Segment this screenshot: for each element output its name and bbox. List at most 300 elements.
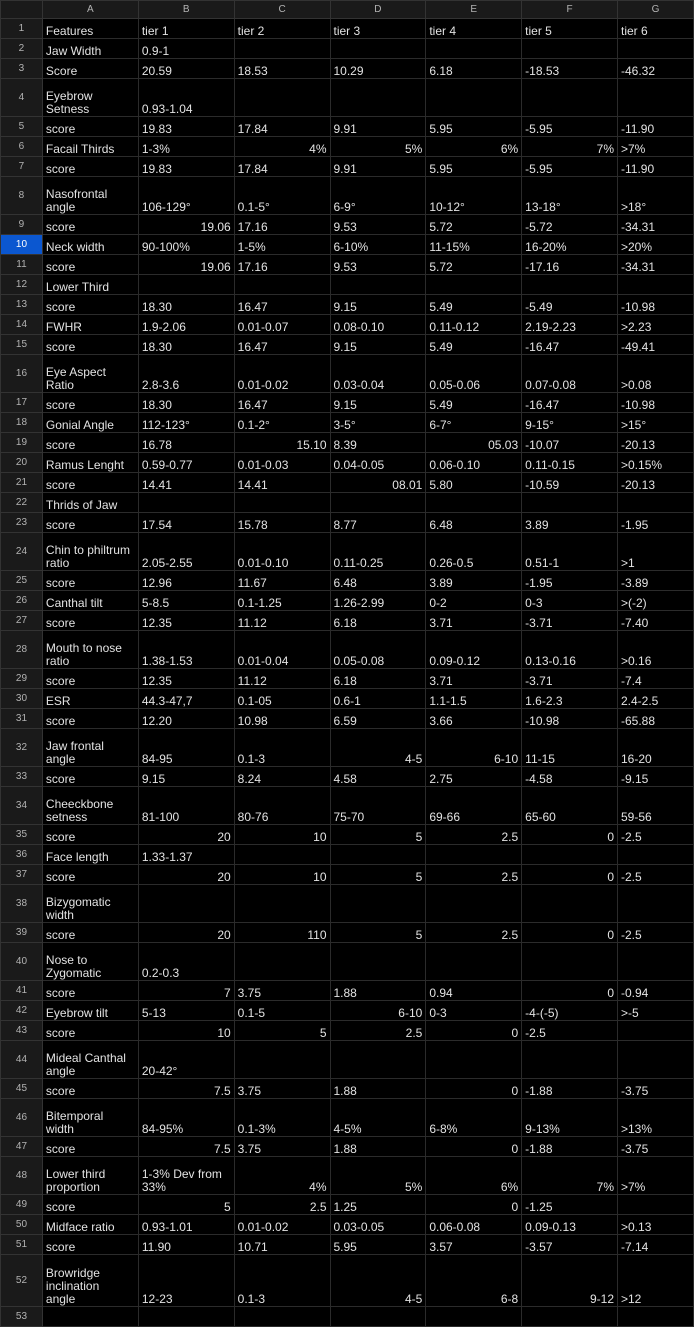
cell-tier-4[interactable]: 6-7° <box>426 413 522 433</box>
row-header-30[interactable]: 30 <box>1 689 43 709</box>
cell-tier-4[interactable]: 3.71 <box>426 669 522 689</box>
cell-tier-3[interactable]: 8.77 <box>330 513 426 533</box>
cell-tier-2[interactable]: 1-5% <box>234 235 330 255</box>
cell-features[interactable]: Features <box>42 19 138 39</box>
cell-tier-5[interactable]: -5.95 <box>522 157 618 177</box>
cell-tier-1[interactable]: 1-3% Dev from 33% <box>138 1157 234 1195</box>
row-header-6[interactable]: 6 <box>1 137 43 157</box>
cell-tier-5[interactable]: 0 <box>522 825 618 845</box>
cell-tier-1[interactable]: tier 1 <box>138 19 234 39</box>
row-header-5[interactable]: 5 <box>1 117 43 137</box>
cell-tier-1[interactable]: 20 <box>138 825 234 845</box>
row-header-8[interactable]: 8 <box>1 177 43 215</box>
cell-tier-3[interactable]: 0.08-0.10 <box>330 315 426 335</box>
cell-tier-6[interactable]: -7.14 <box>618 1235 694 1255</box>
cell-tier-6[interactable]: -20.13 <box>618 473 694 493</box>
cell-tier-4[interactable]: 5.80 <box>426 473 522 493</box>
cell-tier-2[interactable]: 3.75 <box>234 1079 330 1099</box>
cell-tier-6[interactable]: -9.15 <box>618 767 694 787</box>
cell-tier-1[interactable]: 5-8.5 <box>138 591 234 611</box>
row-header-41[interactable]: 41 <box>1 981 43 1001</box>
cell-tier-2[interactable]: 0.1-5 <box>234 1001 330 1021</box>
cell-tier-6[interactable]: >7% <box>618 137 694 157</box>
cell-features[interactable]: score <box>42 981 138 1001</box>
cell-tier-5[interactable]: 65-60 <box>522 787 618 825</box>
cell-tier-6[interactable]: >13% <box>618 1099 694 1137</box>
cell-features[interactable]: Bizygomatic width <box>42 885 138 923</box>
cell-features[interactable]: Nose to Zygomatic <box>42 943 138 981</box>
cell-tier-3[interactable]: 6-9° <box>330 177 426 215</box>
cell-tier-3[interactable] <box>330 39 426 59</box>
cell-features[interactable]: score <box>42 825 138 845</box>
cell-tier-1[interactable]: 7 <box>138 981 234 1001</box>
cell-tier-1[interactable] <box>138 275 234 295</box>
cell-tier-2[interactable]: tier 2 <box>234 19 330 39</box>
cell-tier-5[interactable]: 0 <box>522 981 618 1001</box>
cell-tier-2[interactable] <box>234 79 330 117</box>
cell-tier-4[interactable]: 5.72 <box>426 255 522 275</box>
cell-tier-4[interactable]: 5.72 <box>426 215 522 235</box>
cell-tier-1[interactable]: 112-123° <box>138 413 234 433</box>
cell-tier-5[interactable]: tier 5 <box>522 19 618 39</box>
cell-tier-6[interactable]: -7.40 <box>618 611 694 631</box>
cell-tier-1[interactable]: 12.20 <box>138 709 234 729</box>
cell-tier-3[interactable]: 9.91 <box>330 157 426 177</box>
row-header-44[interactable]: 44 <box>1 1041 43 1079</box>
cell-tier-4[interactable]: 3.57 <box>426 1235 522 1255</box>
cell-tier-4[interactable] <box>426 79 522 117</box>
cell-tier-4[interactable]: 0.06-0.08 <box>426 1215 522 1235</box>
column-header-d[interactable]: D <box>330 1 426 19</box>
cell-features[interactable]: Bitemporal width <box>42 1099 138 1137</box>
cell-tier-4[interactable]: 6% <box>426 1157 522 1195</box>
cell-tier-4[interactable] <box>426 493 522 513</box>
cell-tier-4[interactable]: 5.49 <box>426 295 522 315</box>
row-header-13[interactable]: 13 <box>1 295 43 315</box>
cell-tier-3[interactable]: 4-5 <box>330 1255 426 1307</box>
cell-features[interactable]: score <box>42 865 138 885</box>
cell-tier-3[interactable]: 6.59 <box>330 709 426 729</box>
cell-features[interactable]: Lower Third <box>42 275 138 295</box>
cell-tier-3[interactable]: 2.5 <box>330 1021 426 1041</box>
cell-tier-5[interactable]: 16-20% <box>522 235 618 255</box>
cell-tier-2[interactable]: 0.1-5° <box>234 177 330 215</box>
row-header-7[interactable]: 7 <box>1 157 43 177</box>
cell-tier-5[interactable]: 7% <box>522 137 618 157</box>
cell-tier-1[interactable]: 20 <box>138 923 234 943</box>
row-header-10[interactable]: 10 <box>1 235 43 255</box>
cell-features[interactable]: score <box>42 393 138 413</box>
cell-tier-5[interactable]: -1.25 <box>522 1195 618 1215</box>
cell-tier-6[interactable]: 59-56 <box>618 787 694 825</box>
cell-tier-4[interactable]: 0 <box>426 1137 522 1157</box>
cell-tier-3[interactable] <box>330 493 426 513</box>
row-header-3[interactable]: 3 <box>1 59 43 79</box>
cell-tier-6[interactable] <box>618 1041 694 1079</box>
cell-tier-1[interactable]: 12-23 <box>138 1255 234 1307</box>
cell-tier-4[interactable]: 0-3 <box>426 1001 522 1021</box>
cell-tier-1[interactable]: 7.5 <box>138 1079 234 1099</box>
cell-tier-5[interactable]: -5.49 <box>522 295 618 315</box>
cell-tier-4[interactable]: 11-15% <box>426 235 522 255</box>
cell-tier-6[interactable]: -0.94 <box>618 981 694 1001</box>
cell-tier-5[interactable]: -5.72 <box>522 215 618 235</box>
cell-features[interactable]: Facail Thirds <box>42 137 138 157</box>
cell-tier-5[interactable]: 0.11-0.15 <box>522 453 618 473</box>
cell-tier-5[interactable] <box>522 845 618 865</box>
cell-tier-6[interactable]: 16-20 <box>618 729 694 767</box>
column-header-g[interactable]: G <box>618 1 694 19</box>
cell-tier-6[interactable]: -65.88 <box>618 709 694 729</box>
cell-tier-4[interactable]: 05.03 <box>426 433 522 453</box>
cell-tier-6[interactable]: >12 <box>618 1255 694 1307</box>
row-header-52[interactable]: 52 <box>1 1255 43 1307</box>
row-header-17[interactable]: 17 <box>1 393 43 413</box>
cell-tier-2[interactable] <box>234 275 330 295</box>
cell-tier-1[interactable]: 19.06 <box>138 255 234 275</box>
cell-tier-2[interactable]: 11.67 <box>234 571 330 591</box>
cell-tier-3[interactable]: 0.03-0.04 <box>330 355 426 393</box>
row-header-24[interactable]: 24 <box>1 533 43 571</box>
cell-tier-1[interactable]: 0.93-1.01 <box>138 1215 234 1235</box>
cell-tier-3[interactable]: 6.18 <box>330 611 426 631</box>
cell-features[interactable]: Midface ratio <box>42 1215 138 1235</box>
cell-features[interactable]: score <box>42 295 138 315</box>
cell-tier-5[interactable]: -3.71 <box>522 611 618 631</box>
cell-tier-3[interactable]: 0.03-0.05 <box>330 1215 426 1235</box>
cell-tier-1[interactable]: 0.2-0.3 <box>138 943 234 981</box>
cell-tier-4[interactable]: 6-8% <box>426 1099 522 1137</box>
cell-tier-2[interactable] <box>234 39 330 59</box>
cell-features[interactable]: score <box>42 1137 138 1157</box>
cell-tier-4[interactable]: 0.09-0.12 <box>426 631 522 669</box>
cell-tier-4[interactable] <box>426 845 522 865</box>
cell-tier-5[interactable]: 9-15° <box>522 413 618 433</box>
cell-tier-4[interactable]: 6-8 <box>426 1255 522 1307</box>
cell-tier-4[interactable]: 5.95 <box>426 117 522 137</box>
row-header-26[interactable]: 26 <box>1 591 43 611</box>
cell-tier-2[interactable]: 10 <box>234 825 330 845</box>
cell-features[interactable]: Lower third proportion <box>42 1157 138 1195</box>
cell-tier-5[interactable]: -3.71 <box>522 669 618 689</box>
cell-tier-6[interactable]: -34.31 <box>618 255 694 275</box>
cell-tier-5[interactable] <box>522 1041 618 1079</box>
cell-tier-2[interactable]: 8.24 <box>234 767 330 787</box>
cell-tier-4[interactable]: 6.18 <box>426 59 522 79</box>
cell-tier-3[interactable]: tier 3 <box>330 19 426 39</box>
cell-tier-6[interactable] <box>618 1307 694 1327</box>
cell-tier-2[interactable]: 17.16 <box>234 215 330 235</box>
cell-tier-3[interactable]: 4.58 <box>330 767 426 787</box>
cell-tier-5[interactable] <box>522 885 618 923</box>
cell-features[interactable]: Mouth to nose ratio <box>42 631 138 669</box>
cell-tier-2[interactable]: 3.75 <box>234 981 330 1001</box>
cell-tier-4[interactable]: 6% <box>426 137 522 157</box>
cell-tier-4[interactable]: 0 <box>426 1195 522 1215</box>
cell-features[interactable]: score <box>42 117 138 137</box>
cell-tier-2[interactable]: 18.53 <box>234 59 330 79</box>
cell-tier-3[interactable]: 0.05-0.08 <box>330 631 426 669</box>
cell-features[interactable]: Jaw Width <box>42 39 138 59</box>
cell-tier-1[interactable]: 0.59-0.77 <box>138 453 234 473</box>
cell-tier-4[interactable]: 2.5 <box>426 865 522 885</box>
cell-tier-4[interactable]: 5.95 <box>426 157 522 177</box>
cell-tier-5[interactable]: 1.6-2.3 <box>522 689 618 709</box>
cell-tier-5[interactable] <box>522 275 618 295</box>
row-header-36[interactable]: 36 <box>1 845 43 865</box>
cell-features[interactable]: Nasofrontal angle <box>42 177 138 215</box>
cell-features[interactable]: score <box>42 335 138 355</box>
row-header-34[interactable]: 34 <box>1 787 43 825</box>
cell-tier-2[interactable]: 2.5 <box>234 1195 330 1215</box>
cell-tier-2[interactable]: 0.1-05 <box>234 689 330 709</box>
cell-tier-4[interactable]: 6-10 <box>426 729 522 767</box>
cell-features[interactable]: Eye Aspect Ratio <box>42 355 138 393</box>
cell-tier-1[interactable]: 19.83 <box>138 157 234 177</box>
cell-tier-5[interactable] <box>522 79 618 117</box>
cell-tier-6[interactable]: >-5 <box>618 1001 694 1021</box>
cell-features[interactable]: ESR <box>42 689 138 709</box>
cell-tier-5[interactable]: -4-(-5) <box>522 1001 618 1021</box>
cell-features[interactable]: Chin to philtrum ratio <box>42 533 138 571</box>
cell-tier-4[interactable]: 3.66 <box>426 709 522 729</box>
cell-tier-1[interactable]: 84-95% <box>138 1099 234 1137</box>
row-header-28[interactable]: 28 <box>1 631 43 669</box>
cell-tier-1[interactable]: 17.54 <box>138 513 234 533</box>
cell-tier-3[interactable]: 0.11-0.25 <box>330 533 426 571</box>
cell-tier-3[interactable]: 1.88 <box>330 1079 426 1099</box>
cell-tier-1[interactable]: 14.41 <box>138 473 234 493</box>
cell-tier-4[interactable] <box>426 39 522 59</box>
cell-tier-6[interactable] <box>618 885 694 923</box>
cell-tier-4[interactable]: 0.06-0.10 <box>426 453 522 473</box>
cell-tier-2[interactable]: 110 <box>234 923 330 943</box>
cell-features[interactable]: Eyebrow Setness <box>42 79 138 117</box>
cell-tier-3[interactable]: 9.53 <box>330 215 426 235</box>
row-header-42[interactable]: 42 <box>1 1001 43 1021</box>
cell-tier-3[interactable]: 08.01 <box>330 473 426 493</box>
cell-tier-5[interactable] <box>522 493 618 513</box>
row-header-43[interactable]: 43 <box>1 1021 43 1041</box>
cell-tier-3[interactable] <box>330 275 426 295</box>
cell-tier-2[interactable]: 16.47 <box>234 335 330 355</box>
cell-tier-3[interactable]: 9.91 <box>330 117 426 137</box>
row-header-45[interactable]: 45 <box>1 1079 43 1099</box>
cell-tier-3[interactable]: 9.15 <box>330 335 426 355</box>
cell-tier-6[interactable] <box>618 39 694 59</box>
row-header-51[interactable]: 51 <box>1 1235 43 1255</box>
row-header-38[interactable]: 38 <box>1 885 43 923</box>
cell-tier-1[interactable]: 20 <box>138 865 234 885</box>
cell-tier-5[interactable]: 0 <box>522 923 618 943</box>
cell-tier-4[interactable]: 5.49 <box>426 393 522 413</box>
cell-tier-2[interactable]: 0.01-0.07 <box>234 315 330 335</box>
cell-features[interactable]: Jaw frontal angle <box>42 729 138 767</box>
cell-tier-5[interactable]: -4.58 <box>522 767 618 787</box>
cell-tier-3[interactable]: 3-5° <box>330 413 426 433</box>
cell-tier-6[interactable]: -11.90 <box>618 157 694 177</box>
row-header-48[interactable]: 48 <box>1 1157 43 1195</box>
row-header-37[interactable]: 37 <box>1 865 43 885</box>
cell-tier-6[interactable]: >20% <box>618 235 694 255</box>
cell-tier-1[interactable]: 5 <box>138 1195 234 1215</box>
cell-tier-5[interactable]: -10.07 <box>522 433 618 453</box>
cell-features[interactable]: score <box>42 923 138 943</box>
row-header-11[interactable]: 11 <box>1 255 43 275</box>
cell-features[interactable]: score <box>42 1021 138 1041</box>
cell-tier-1[interactable]: 1-3% <box>138 137 234 157</box>
cell-tier-5[interactable]: 0 <box>522 865 618 885</box>
cell-tier-6[interactable]: -7.4 <box>618 669 694 689</box>
cell-tier-5[interactable]: 13-18° <box>522 177 618 215</box>
row-header-1[interactable]: 1 <box>1 19 43 39</box>
cell-tier-4[interactable]: 6.48 <box>426 513 522 533</box>
cell-tier-6[interactable]: -2.5 <box>618 923 694 943</box>
cell-features[interactable]: score <box>42 709 138 729</box>
cell-features[interactable]: Canthal tilt <box>42 591 138 611</box>
cell-tier-6[interactable]: >1 <box>618 533 694 571</box>
row-header-14[interactable]: 14 <box>1 315 43 335</box>
cell-tier-3[interactable]: 1.25 <box>330 1195 426 1215</box>
cell-tier-3[interactable]: 1.88 <box>330 981 426 1001</box>
column-header-e[interactable]: E <box>426 1 522 19</box>
row-header-16[interactable]: 16 <box>1 355 43 393</box>
cell-tier-1[interactable]: 1.9-2.06 <box>138 315 234 335</box>
cell-tier-2[interactable] <box>234 1041 330 1079</box>
cell-features[interactable]: score <box>42 1235 138 1255</box>
cell-tier-6[interactable]: >0.16 <box>618 631 694 669</box>
cell-tier-5[interactable]: 0.51-1 <box>522 533 618 571</box>
cell-tier-2[interactable]: 10.71 <box>234 1235 330 1255</box>
cell-features[interactable]: Neck width <box>42 235 138 255</box>
cell-tier-6[interactable]: >7% <box>618 1157 694 1195</box>
cell-tier-6[interactable]: -34.31 <box>618 215 694 235</box>
cell-tier-6[interactable] <box>618 275 694 295</box>
cell-tier-6[interactable] <box>618 1195 694 1215</box>
cell-tier-3[interactable] <box>330 1307 426 1327</box>
cell-tier-2[interactable] <box>234 943 330 981</box>
cell-tier-2[interactable] <box>234 1307 330 1327</box>
cell-tier-1[interactable]: 18.30 <box>138 295 234 315</box>
cell-tier-2[interactable]: 16.47 <box>234 393 330 413</box>
cell-tier-6[interactable]: >18° <box>618 177 694 215</box>
cell-tier-4[interactable]: 3.89 <box>426 571 522 591</box>
cell-tier-1[interactable]: 10 <box>138 1021 234 1041</box>
cell-tier-2[interactable]: 11.12 <box>234 611 330 631</box>
cell-tier-6[interactable]: >0.13 <box>618 1215 694 1235</box>
cell-features[interactable]: score <box>42 571 138 591</box>
cell-tier-3[interactable]: 10.29 <box>330 59 426 79</box>
cell-tier-5[interactable]: 9-13% <box>522 1099 618 1137</box>
cell-tier-1[interactable]: 19.83 <box>138 117 234 137</box>
cell-tier-1[interactable]: 12.35 <box>138 669 234 689</box>
cell-tier-3[interactable]: 5.95 <box>330 1235 426 1255</box>
cell-tier-1[interactable]: 84-95 <box>138 729 234 767</box>
cell-tier-6[interactable]: -1.95 <box>618 513 694 533</box>
row-header-9[interactable]: 9 <box>1 215 43 235</box>
cell-tier-1[interactable]: 12.35 <box>138 611 234 631</box>
cell-tier-2[interactable] <box>234 845 330 865</box>
cell-tier-3[interactable]: 1.26-2.99 <box>330 591 426 611</box>
cell-tier-1[interactable] <box>138 1307 234 1327</box>
cell-tier-2[interactable]: 14.41 <box>234 473 330 493</box>
cell-features[interactable]: score <box>42 255 138 275</box>
cell-tier-4[interactable] <box>426 1041 522 1079</box>
cell-features[interactable]: score <box>42 513 138 533</box>
cell-features[interactable]: score <box>42 215 138 235</box>
row-header-21[interactable]: 21 <box>1 473 43 493</box>
cell-tier-3[interactable]: 5 <box>330 865 426 885</box>
cell-tier-1[interactable]: 1.33-1.37 <box>138 845 234 865</box>
cell-tier-5[interactable]: 0.13-0.16 <box>522 631 618 669</box>
column-header-c[interactable]: C <box>234 1 330 19</box>
cell-tier-5[interactable]: -17.16 <box>522 255 618 275</box>
cell-tier-3[interactable] <box>330 79 426 117</box>
cell-tier-5[interactable] <box>522 39 618 59</box>
cell-tier-6[interactable]: -20.13 <box>618 433 694 453</box>
cell-tier-3[interactable]: 9.15 <box>330 295 426 315</box>
cell-tier-6[interactable] <box>618 493 694 513</box>
cell-tier-1[interactable]: 18.30 <box>138 335 234 355</box>
cell-features[interactable]: Thrids of Jaw <box>42 493 138 513</box>
select-all-corner[interactable] <box>1 1 43 19</box>
cell-tier-2[interactable] <box>234 493 330 513</box>
row-header-4[interactable]: 4 <box>1 79 43 117</box>
cell-tier-5[interactable]: 9-12 <box>522 1255 618 1307</box>
cell-tier-2[interactable]: 16.47 <box>234 295 330 315</box>
row-header-46[interactable]: 46 <box>1 1099 43 1137</box>
cell-tier-1[interactable]: 106-129° <box>138 177 234 215</box>
cell-tier-3[interactable]: 5% <box>330 137 426 157</box>
cell-tier-1[interactable]: 5-13 <box>138 1001 234 1021</box>
cell-tier-6[interactable]: >15° <box>618 413 694 433</box>
cell-tier-5[interactable]: 7% <box>522 1157 618 1195</box>
cell-tier-5[interactable]: -16.47 <box>522 335 618 355</box>
cell-tier-1[interactable]: 7.5 <box>138 1137 234 1157</box>
cell-tier-4[interactable]: 10-12° <box>426 177 522 215</box>
cell-tier-6[interactable] <box>618 1021 694 1041</box>
cell-tier-5[interactable]: 11-15 <box>522 729 618 767</box>
row-header-40[interactable]: 40 <box>1 943 43 981</box>
cell-tier-1[interactable]: 19.06 <box>138 215 234 235</box>
cell-tier-4[interactable]: 0.26-0.5 <box>426 533 522 571</box>
cell-tier-5[interactable]: -10.98 <box>522 709 618 729</box>
cell-tier-1[interactable]: 81-100 <box>138 787 234 825</box>
cell-tier-5[interactable]: -18.53 <box>522 59 618 79</box>
cell-tier-6[interactable]: -11.90 <box>618 117 694 137</box>
cell-tier-6[interactable]: -3.75 <box>618 1137 694 1157</box>
row-header-47[interactable]: 47 <box>1 1137 43 1157</box>
cell-tier-3[interactable]: 4-5% <box>330 1099 426 1137</box>
cell-tier-3[interactable]: 0.04-0.05 <box>330 453 426 473</box>
cell-tier-1[interactable]: 9.15 <box>138 767 234 787</box>
cell-tier-2[interactable]: 17.16 <box>234 255 330 275</box>
cell-tier-6[interactable]: -2.5 <box>618 865 694 885</box>
cell-tier-2[interactable]: 15.78 <box>234 513 330 533</box>
cell-tier-3[interactable]: 4-5 <box>330 729 426 767</box>
cell-features[interactable]: Cheeckbone setness <box>42 787 138 825</box>
cell-tier-2[interactable]: 10.98 <box>234 709 330 729</box>
cell-tier-6[interactable]: 2.4-2.5 <box>618 689 694 709</box>
row-header-33[interactable]: 33 <box>1 767 43 787</box>
cell-tier-1[interactable]: 2.05-2.55 <box>138 533 234 571</box>
cell-tier-4[interactable] <box>426 943 522 981</box>
column-header-b[interactable]: B <box>138 1 234 19</box>
cell-features[interactable]: score <box>42 1079 138 1099</box>
cell-tier-5[interactable]: 0-3 <box>522 591 618 611</box>
cell-features[interactable]: score <box>42 767 138 787</box>
cell-tier-5[interactable]: 2.19-2.23 <box>522 315 618 335</box>
